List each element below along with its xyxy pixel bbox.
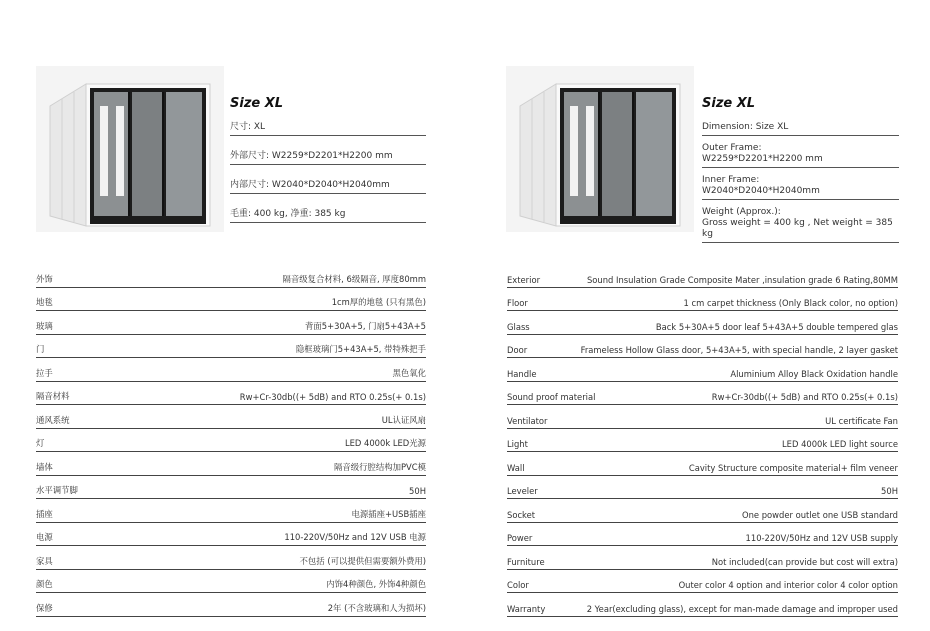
spec-label: Color bbox=[507, 580, 529, 590]
spec-label: 通风系统 bbox=[36, 414, 70, 425]
size-title: Size XL bbox=[702, 96, 756, 111]
booth-photo bbox=[36, 66, 224, 232]
info-outer-frame bbox=[702, 140, 899, 168]
spec-row bbox=[507, 570, 898, 594]
spec-row bbox=[36, 358, 426, 382]
spec-row bbox=[507, 264, 898, 288]
spec-label: 颜色 bbox=[36, 579, 53, 589]
spec-label: 隔音材料 bbox=[36, 391, 70, 401]
info-line: W2259*D2201*H2200 mm bbox=[702, 154, 823, 164]
spec-label: Socket bbox=[507, 509, 536, 520]
info-dimension bbox=[702, 119, 899, 136]
spec-label: Sound proof material bbox=[507, 392, 596, 402]
spec-label: 保修 bbox=[36, 602, 53, 613]
spec-row bbox=[507, 546, 898, 570]
spec-row bbox=[36, 264, 426, 288]
spec-row bbox=[36, 382, 426, 406]
spec-value: 1 cm carpet thickness (Only Black color, no option) bbox=[683, 298, 898, 308]
spec-row bbox=[36, 546, 426, 570]
spec-row bbox=[36, 405, 426, 429]
info-inner-frame bbox=[702, 172, 899, 200]
spec-value: Cavity Structure composite material+ film veneer bbox=[688, 462, 898, 473]
spec-row bbox=[507, 382, 898, 406]
spec-value: Rw+Cr-30db((+ 5dB) and RTO 0.25s(+ 0.1s) bbox=[711, 392, 898, 402]
spec-row bbox=[36, 288, 426, 312]
spec-label: Door bbox=[507, 345, 528, 355]
spec-label: Ventilator bbox=[507, 415, 548, 426]
spec-value: Aluminium Alloy Black Oxidation handle bbox=[730, 368, 898, 379]
spec-label: Leveler bbox=[507, 486, 538, 496]
spec-value: 110-220V/50Hz and 12V USB supply bbox=[745, 533, 898, 543]
spec-row bbox=[507, 335, 898, 359]
spec-value: 隔音级复合材料, 6级隔音, 厚度80mm bbox=[282, 273, 426, 284]
spec-value: 1cm厚的地毯 (只有黑色) bbox=[331, 297, 426, 307]
spec-table bbox=[36, 264, 426, 617]
spec-label: 拉手 bbox=[36, 367, 53, 378]
spec-row bbox=[36, 335, 426, 359]
spec-value: 不包括 (可以提供但需要额外费用) bbox=[299, 555, 426, 566]
size-title: Size XL bbox=[230, 96, 284, 111]
spec-label: Light bbox=[507, 439, 528, 449]
booth-illustration bbox=[506, 66, 694, 232]
spec-value: 电源插座+USB插座 bbox=[351, 508, 426, 519]
spec-value: 内饰4种颜色, 外饰4种颜色 bbox=[326, 579, 426, 589]
spec-label: 电源 bbox=[36, 532, 53, 542]
spec-row bbox=[36, 476, 426, 500]
spec-value: 隐框玻璃门5+43A+5, 带特殊把手 bbox=[295, 344, 426, 354]
spec-row bbox=[507, 476, 898, 500]
info-weight: 毛重: 400 kg, 净重: 385 kg bbox=[230, 206, 426, 223]
size-info bbox=[230, 96, 426, 235]
spec-label: 墙体 bbox=[36, 461, 53, 472]
spec-value: 2年 (不含玻璃和人为损坏) bbox=[327, 602, 426, 613]
spec-label: Warranty bbox=[507, 603, 546, 614]
spec-label: Floor bbox=[507, 298, 528, 308]
spec-label: 外饰 bbox=[36, 273, 53, 284]
info-line: W2040*D2040*H2040mm bbox=[702, 186, 820, 196]
spec-table bbox=[507, 264, 898, 617]
booth-photo bbox=[506, 66, 694, 232]
spec-value: 隔音级行腔结构加PVC模 bbox=[333, 461, 426, 472]
spec-row bbox=[36, 499, 426, 523]
spec-label: 门 bbox=[36, 344, 45, 354]
info-line: Outer Frame: bbox=[702, 143, 762, 153]
spec-label: 家具 bbox=[36, 555, 53, 566]
right-panel bbox=[465, 0, 930, 631]
spec-value: Sound Insulation Grade Composite Mater ,insulation grade 6 Rating,80MM bbox=[586, 274, 898, 285]
spec-row bbox=[36, 570, 426, 594]
spec-row bbox=[36, 311, 426, 335]
spec-value: 50H bbox=[409, 486, 426, 496]
spec-row bbox=[507, 405, 898, 429]
info-inner-size: 内部尺寸: W2040*D2040*H2040mm bbox=[230, 177, 426, 194]
spec-label: Furniture bbox=[507, 556, 545, 567]
spec-value: 50H bbox=[881, 486, 898, 496]
spec-row bbox=[36, 593, 426, 617]
spec-value: Outer color 4 option and interior color 4 color option bbox=[678, 580, 898, 590]
spec-value: UL认证风扇 bbox=[381, 414, 426, 425]
spec-label: Handle bbox=[507, 368, 537, 379]
spec-value: 黑色氧化 bbox=[392, 367, 426, 378]
spec-value: UL certificate Fan bbox=[825, 415, 898, 426]
spec-label: Glass bbox=[507, 321, 530, 332]
spec-value: Rw+Cr-30db((+ 5dB) and RTO 0.25s(+ 0.1s) bbox=[239, 392, 426, 402]
info-weight bbox=[702, 204, 899, 243]
info-line: Gross weight = 400 kg , Net weight = 385 kg bbox=[702, 218, 893, 239]
spec-value: One powder outlet one USB standard bbox=[742, 509, 898, 520]
spec-label: 水平调节脚 bbox=[36, 485, 78, 495]
spec-row bbox=[507, 429, 898, 453]
spec-value: 背面5+30A+5, 门扇5+43A+5 bbox=[305, 320, 426, 331]
spec-row bbox=[507, 452, 898, 476]
spec-label: Wall bbox=[507, 462, 525, 473]
spec-value: Frameless Hollow Glass door, 5+43A+5, with special handle, 2 layer gasket bbox=[580, 345, 898, 355]
info-line: Inner Frame: bbox=[702, 175, 760, 185]
spec-row bbox=[507, 358, 898, 382]
spec-row bbox=[507, 593, 898, 617]
spec-label: 玻璃 bbox=[36, 320, 53, 331]
spec-row bbox=[507, 523, 898, 547]
spec-row bbox=[36, 429, 426, 453]
spec-label: Power bbox=[507, 533, 533, 543]
spec-row bbox=[507, 288, 898, 312]
spec-value: LED 4000k LED光源 bbox=[344, 438, 426, 448]
spec-label: Exterior bbox=[507, 274, 541, 285]
spec-label: 灯 bbox=[36, 438, 45, 448]
info-size: 尺寸: XL bbox=[230, 119, 426, 136]
info-outer-size: 外部尺寸: W2259*D2201*H2200 mm bbox=[230, 148, 426, 165]
spec-value: Not included(can provide but cost will extra) bbox=[711, 556, 898, 567]
spec-row bbox=[36, 523, 426, 547]
spec-label: 地毯 bbox=[36, 297, 53, 307]
info-line: Weight (Approx.): bbox=[702, 207, 781, 217]
booth-illustration bbox=[36, 66, 224, 232]
spec-label: 插座 bbox=[36, 508, 53, 519]
spec-value: 110-220V/50Hz and 12V USB 电源 bbox=[284, 532, 426, 542]
spec-row bbox=[507, 499, 898, 523]
info-line: Dimension: Size XL bbox=[702, 122, 789, 132]
spec-value: LED 4000k LED light source bbox=[782, 439, 898, 449]
spec-value: 2 Year(excluding glass), except for man-made damage and improper used bbox=[586, 603, 898, 614]
spec-row bbox=[507, 311, 898, 335]
spec-row bbox=[36, 452, 426, 476]
size-info bbox=[702, 96, 899, 247]
spec-value: Back 5+30A+5 door leaf 5+43A+5 double tempered glas bbox=[655, 321, 898, 332]
